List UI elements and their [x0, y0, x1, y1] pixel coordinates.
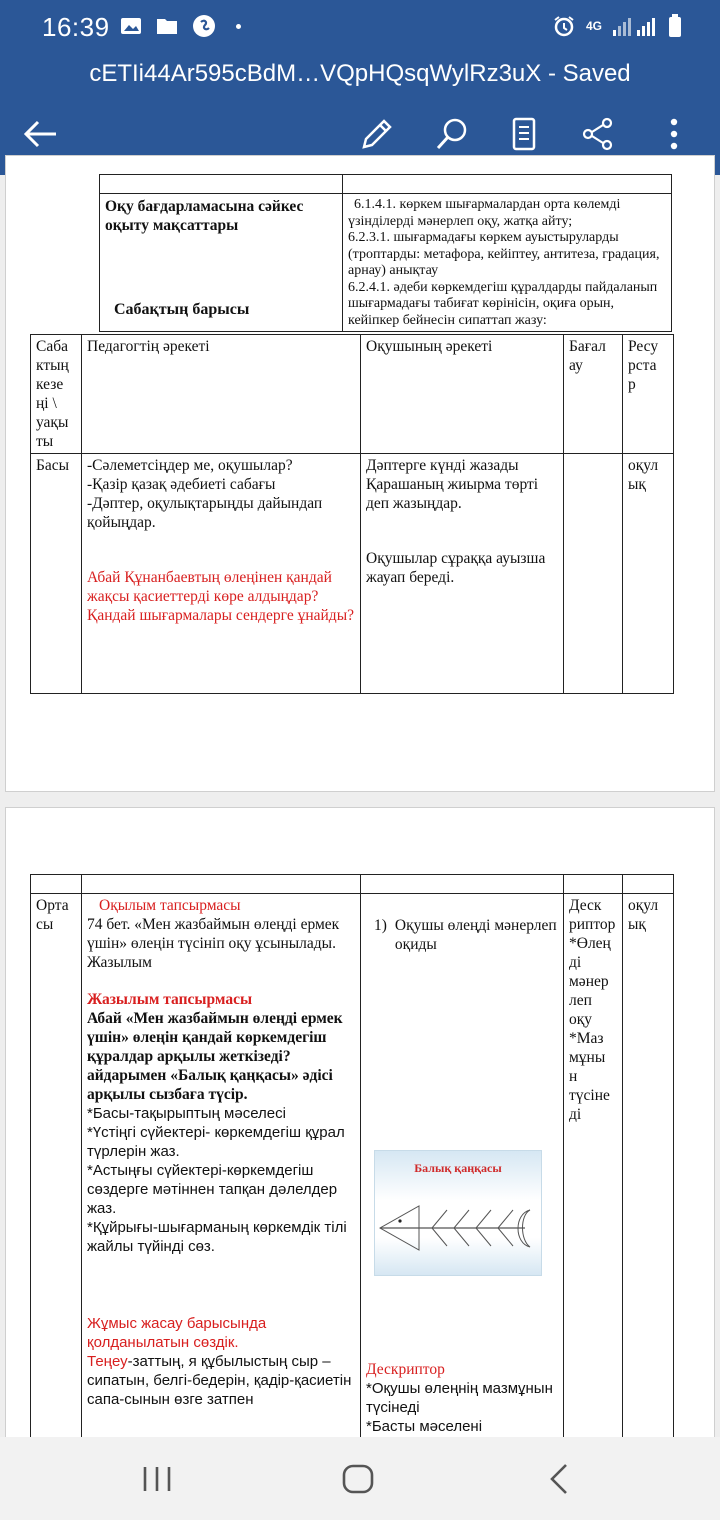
assessment-text: Деск риптор *Өлең ді мәнер леп оқу *Маз мұны н түсіне ді	[569, 897, 616, 1123]
header-student: Оқушының әрекеті	[361, 335, 564, 454]
vocabulary-word: Теңеу	[87, 1353, 128, 1370]
back-nav-button[interactable]	[540, 1459, 580, 1499]
objectives-text	[343, 194, 672, 332]
home-icon	[338, 1459, 378, 1499]
stage-middle: Орта сы	[31, 894, 82, 1514]
teacher-line: -Дәптер, оқулықтарыңды дайындап қойыңдар.	[87, 495, 323, 531]
student-action-start	[361, 454, 564, 694]
network-type: 4G	[585, 19, 602, 33]
teacher-question: Абай Құнанбаевтың өлеңінен қандай жақсы қасиеттерді көре алдыңдар?	[87, 569, 332, 605]
teacher-question: Қандай шығармалары сендерге ұнайды?	[87, 607, 354, 624]
empty-cell	[82, 875, 361, 894]
vocabulary-definition: -заттың, я құбылыстың сыр – сипатын, белгі-бедерін, қадір-қасиетін сапа-сынын өзге затпен	[87, 1353, 352, 1408]
writing-step: *Құйрығы-шығарманың көркемдік тілі жайлы түйінді сөз.	[87, 1219, 347, 1255]
image-icon	[120, 16, 142, 36]
recent-apps-icon	[137, 1459, 177, 1499]
navigation-bar	[0, 1437, 720, 1520]
teacher-action-start	[82, 454, 361, 694]
objectives-empty-cell-1	[100, 175, 343, 194]
search-icon	[435, 117, 469, 151]
dot-icon	[236, 24, 241, 29]
search-button[interactable]	[430, 112, 474, 156]
lesson-table-part-2	[30, 874, 674, 1514]
back-nav-icon	[540, 1459, 580, 1499]
share-icon	[581, 117, 615, 151]
share-button[interactable]	[576, 112, 620, 156]
objective-line: 6.2.4.1. әдеби көркемдегіш құралдарды пайдаланып шығармадағы табиғат көрінісін, оқиға орын, кейіпкер бейнесін сипаттап жазу:	[348, 279, 658, 328]
writing-task-title: Жазылым тапсырмасы	[87, 991, 253, 1008]
vocabulary-title: Жұмыс жасау барысында қолданылатын сөздік.	[87, 1315, 267, 1351]
resource-start: оқул ық	[623, 454, 674, 694]
student-task-number: 1)	[374, 917, 387, 934]
pencil-icon	[360, 117, 394, 151]
objectives-label: Оқу бағдарламасына сәйкес оқыту мақсаттары	[100, 194, 343, 332]
home-button[interactable]	[338, 1459, 378, 1499]
edit-button[interactable]	[355, 112, 399, 156]
reading-task-text: 74 бет. «Мен жазбаймын өлеңді ермек үшін» өлеңін түсініп оқу ұсынылады.	[87, 916, 340, 952]
writing-step: *Астыңғы сүйектері-көркемдегіш сөздерге мәтіннен тапқан дәлелдер жаз.	[87, 1162, 338, 1217]
reading-view-button[interactable]	[502, 112, 546, 156]
back-icon	[22, 119, 58, 149]
header-teacher: Педагогтің әрекеті	[82, 335, 361, 454]
header-stage: Саба ктың кезе ңі \ уақы ты	[31, 335, 82, 454]
status-left-icons	[120, 14, 241, 38]
document-canvas[interactable]	[0, 175, 720, 1437]
student-line: Оқушылар сұраққа ауызша жауап береді.	[366, 550, 546, 586]
document-page-2	[5, 807, 715, 1507]
teacher-action-middle	[82, 894, 361, 1514]
document-page-1	[5, 155, 715, 792]
empty-cell	[623, 875, 674, 894]
empty-cell	[31, 875, 82, 894]
folder-icon	[156, 16, 178, 36]
objective-line: 6.2.3.1. шығармадағы көркем ауыстыруларды (троптарды: метафора, кейіптеу, антитеза, градация, арнау) анықтау	[348, 230, 660, 278]
empty-cell	[564, 875, 623, 894]
fish-skeleton-icon	[375, 1151, 543, 1277]
writing-step: *Басы-тақырыптың мәселесі	[87, 1105, 286, 1122]
alarm-icon	[552, 14, 576, 38]
lesson-heading: Сабақтың барысы	[114, 301, 250, 318]
app-bar	[0, 0, 720, 175]
objective-line: 6.1.4.1. көркем шығармалардан орта көлемді үзінділерді мәнерлеп оқу, жатқа айту;	[348, 197, 621, 229]
assessment-start	[564, 454, 623, 694]
student-task-text: Оқушы өлеңді мәнерлеп оқиды	[394, 917, 557, 953]
fishbone-label: Балық қаңқасы	[414, 1161, 502, 1175]
objectives-empty-cell-2	[343, 175, 672, 194]
stage-start: Басы	[31, 454, 82, 694]
document-title: cETIi44Ar595cBdM…VQpHQsqWylRz3uX - Saved	[89, 60, 631, 87]
fishbone-diagram	[374, 1150, 542, 1276]
signal-icon	[612, 15, 658, 37]
writing-task-text: Абай «Мен жазбаймын өлеңді ермек үшін» өлеңін қандай көркемдегіш құралдар арқылы жеткізеді? айдарымен «Балық қаңқасы» әдісі арқылы сызбаға түсір.	[87, 1010, 343, 1103]
student-task	[366, 896, 558, 954]
descriptor-title: Дескриптор	[366, 1361, 445, 1378]
teacher-line: -Сәлеметсіңдер ме, оқушылар?	[87, 457, 293, 474]
status-time: 16:39	[42, 12, 110, 42]
resource-middle: оқул ық	[623, 894, 674, 1514]
header-resources: Ресу рста р	[623, 335, 674, 454]
status-right-icons	[552, 14, 682, 38]
lesson-table-part-1	[30, 334, 674, 694]
more-icon	[669, 117, 679, 151]
shazam-icon	[192, 14, 216, 38]
back-button[interactable]	[18, 112, 62, 156]
header-assessment: Бағал ау	[564, 335, 623, 454]
empty-cell	[361, 875, 564, 894]
writing-step: *Үстіңгі сүйектері- көркемдегіш құрал түрлерін жаз.	[87, 1124, 345, 1160]
battery-icon	[668, 14, 682, 38]
reading-task-title: Оқылым тапсырмасы	[99, 897, 241, 914]
vocabulary-entry	[87, 1352, 355, 1409]
student-line: Дәптерге күнді жазады Қарашаның жиырма төрті деп жазыңдар.	[366, 457, 539, 512]
more-options-button[interactable]	[652, 112, 696, 156]
assessment-middle	[564, 894, 623, 1514]
recent-apps-button[interactable]	[137, 1459, 177, 1499]
descriptor-line: *Оқушы өлеңнің мазмұнын түсінеді	[366, 1380, 553, 1416]
teacher-line: -Қазір қазақ әдебиеті сабағы	[87, 476, 276, 493]
writing-word: Жазылым	[87, 954, 152, 971]
reading-view-icon	[510, 117, 538, 151]
descriptor-line: *Басты мәселені	[366, 1418, 483, 1435]
